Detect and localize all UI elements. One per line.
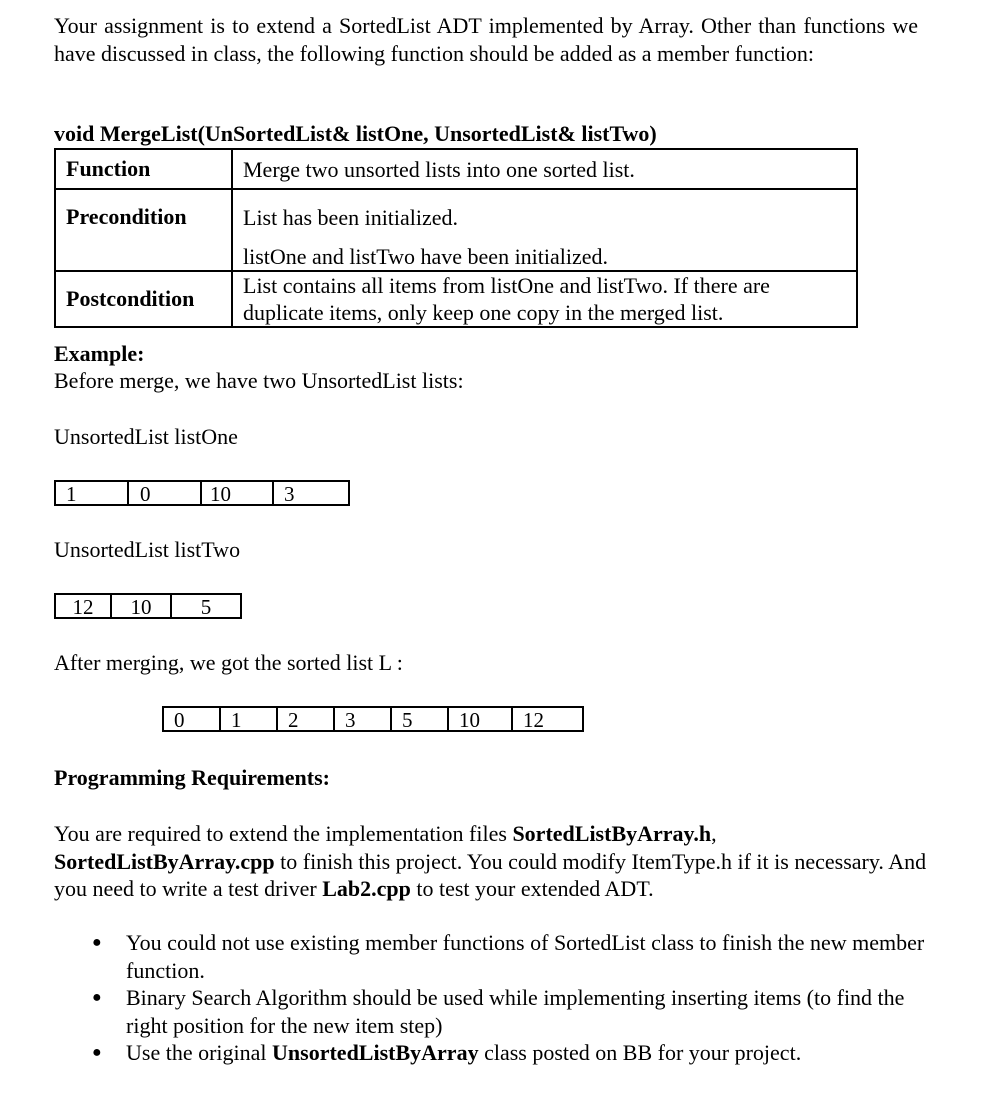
spec-table [54, 148, 858, 328]
file-name-lab2: Lab2.cpp [322, 876, 411, 901]
function-text-line: Merge two unsorted lists into one sorted list. [243, 156, 635, 182]
array-cell: 0 [164, 708, 221, 730]
list-one-array [54, 480, 350, 506]
prog-text-2: , [711, 821, 717, 846]
bullet-icon: ● [92, 989, 102, 1006]
precondition-line-1: List has been initialized. [243, 205, 459, 230]
array-cell: 2 [278, 708, 335, 730]
function-signature: void MergeList(UnSortedList& listOne, UnsortedList& listTwo) [54, 121, 657, 146]
function-text [232, 149, 857, 189]
precondition-label: Precondition [55, 189, 232, 271]
spec-row-function [55, 149, 857, 189]
prog-text-3: to finish this project. You could modify ItemType.h if it is necessary. And you need to write a test driver [54, 848, 927, 901]
merged-array [162, 706, 584, 732]
file-name-h: SortedListByArray.h [512, 821, 712, 846]
precondition-text [232, 189, 857, 271]
list-two-label: UnsortedList listTwo [54, 537, 241, 562]
programming-heading: Programming Requirements: [54, 765, 330, 790]
list-two-array [54, 593, 242, 619]
array-cell: 1 [56, 482, 129, 504]
spec-row-postcondition [55, 271, 857, 327]
intro-paragraph: Your assignment is to extend a SortedList ADT implemented by Array. Other than functions we have discussed in class, the following function should be added as a member function: [54, 13, 918, 66]
array-cell: 3 [284, 482, 295, 506]
list-item [54, 1039, 934, 1067]
array-cell: 3 [335, 708, 392, 730]
array-cell: 1 [221, 708, 278, 730]
function-label: Function [55, 149, 232, 189]
bullet3-class-name: UnsortedListByArray [272, 1040, 479, 1065]
bullet-text-1: You could not use existing member functions of SortedList class to finish the new member function. [126, 930, 925, 983]
example-text: Before merge, we have two UnsortedList lists: [54, 368, 464, 393]
prog-text-4: to test your extended ADT. [410, 876, 654, 901]
postcondition-text [232, 271, 857, 327]
spec-row-precondition [55, 189, 857, 271]
bullet3-text-1: Use the original [126, 1040, 273, 1065]
list-item [54, 929, 934, 984]
array-cell: 0 [129, 482, 202, 504]
after-merge-text: After merging, we got the sorted list L : [54, 650, 403, 675]
postcondition-line-2: duplicate items, only keep one copy in the merged list. [243, 300, 724, 325]
file-name-cpp: SortedListByArray.cpp [54, 848, 275, 874]
precondition-line-2: listOne and listTwo have been initialized. [243, 244, 609, 269]
bullet3-text-2: class posted on BB for your project. [478, 1040, 802, 1065]
programming-paragraph [54, 820, 934, 903]
postcondition-line-1: List contains all items from listOne and listTwo. If there are [243, 273, 770, 298]
bullet-icon: ● [92, 934, 102, 951]
example-heading: Example: [54, 341, 145, 366]
bullet-icon: ● [92, 1044, 102, 1061]
postcondition-label: Postcondition [55, 271, 232, 327]
list-one-label: UnsortedList listOne [54, 424, 238, 449]
array-cell: 10 [449, 708, 513, 730]
array-cell: 10 [202, 482, 274, 504]
array-cell: 10 [112, 595, 172, 617]
array-cell: 5 [392, 708, 449, 730]
requirements-list [54, 929, 934, 1067]
prog-text-1: You are required to extend the implementation files [54, 821, 513, 846]
array-cell: 5 [200, 595, 212, 619]
array-cell: 12 [56, 595, 112, 617]
list-item [54, 984, 934, 1039]
bullet-text-2: Binary Search Algorithm should be used while implementing inserting items (to find the right position for the new item step) [126, 985, 905, 1038]
array-cell: 12 [523, 708, 544, 732]
